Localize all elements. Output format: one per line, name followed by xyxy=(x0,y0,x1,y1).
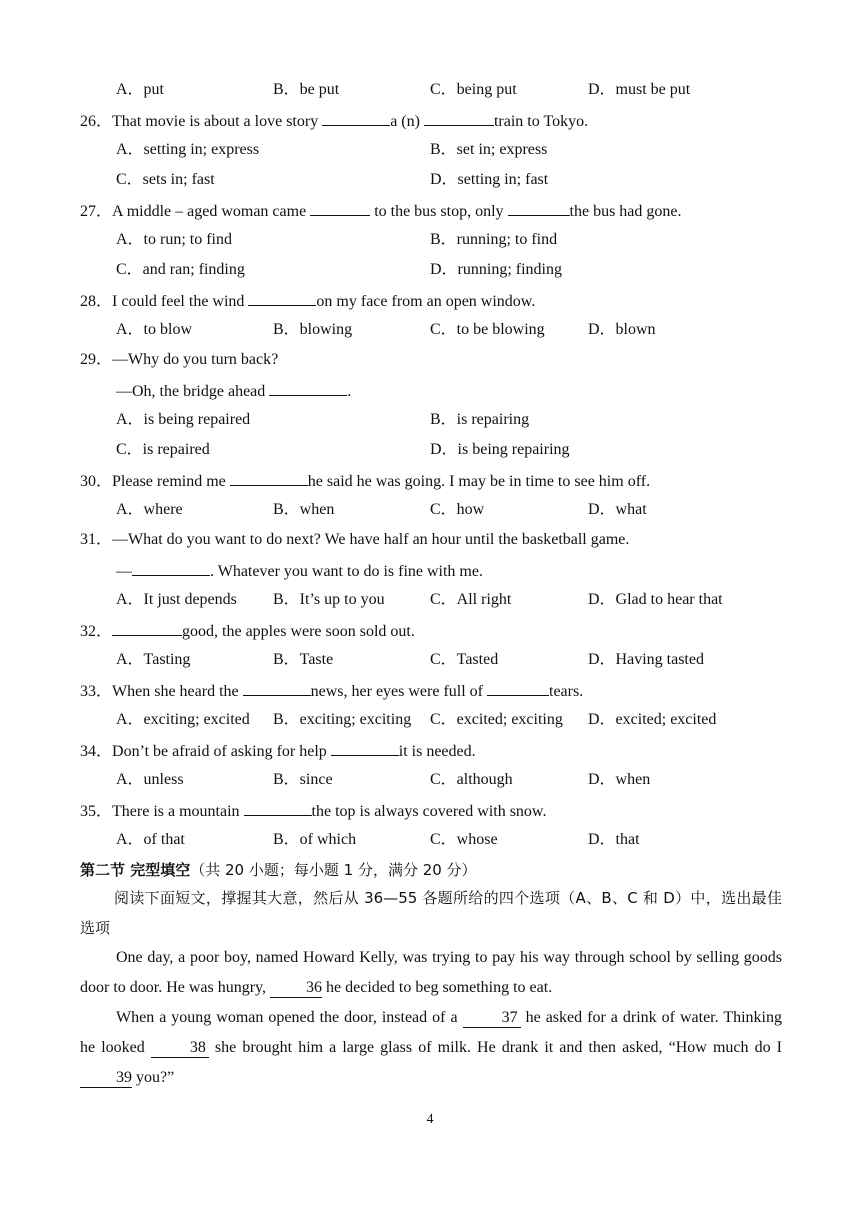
passage-text: he asked for a drink of water. Thinking he looked xyxy=(80,1009,783,1056)
question-text: the top is always covered with snow. xyxy=(311,803,547,820)
question-text: That movie is about a love story xyxy=(112,113,323,130)
question-29-reply xyxy=(116,379,351,401)
answer-blank xyxy=(244,799,312,816)
q26-option-c: C．sets in; fast xyxy=(116,171,215,188)
q26-option-a: A．setting in; express xyxy=(116,141,260,158)
q26-option-d: D．setting in; fast xyxy=(430,171,549,188)
question-text: Don’t be afraid of asking for help xyxy=(112,743,331,760)
question-number: 31． xyxy=(80,531,113,548)
answer-blank xyxy=(112,619,182,636)
cloze-blank-38: 38 xyxy=(151,1039,209,1058)
question-text: news, her eyes were full of xyxy=(310,683,487,700)
q33-option-b: B．exciting; exciting xyxy=(273,711,412,728)
question-31 xyxy=(80,529,629,551)
q33-option-a: A．exciting; excited xyxy=(116,711,250,728)
passage-text: he decided to beg something to eat. xyxy=(322,979,553,996)
question-number: 35． xyxy=(80,803,113,820)
question-text: I could feel the wind xyxy=(112,293,249,310)
question-32 xyxy=(80,619,415,641)
question-text: he said he was going. I may be in time to see him off. xyxy=(307,473,651,490)
question-text: Please remind me xyxy=(112,473,230,490)
question-number: 28． xyxy=(80,293,113,310)
question-text: it is needed. xyxy=(398,743,476,760)
question-33 xyxy=(80,679,583,701)
section-scoring: （共 20 小题；每小题 1 分，满分 20 分） xyxy=(190,861,477,879)
answer-blank xyxy=(310,199,370,216)
question-text: — xyxy=(116,563,132,580)
answer-blank xyxy=(243,679,311,696)
q34-option-a: A．unless xyxy=(116,771,184,788)
answer-blank xyxy=(248,289,316,306)
section-heading xyxy=(80,859,477,881)
question-number: 26． xyxy=(80,113,113,130)
question-27 xyxy=(80,199,682,221)
q35-option-b: B．of which xyxy=(273,831,357,848)
q35-option-a: A．of that xyxy=(116,831,185,848)
q35-option-c: C．whose xyxy=(430,831,498,848)
q28-option-d: D．blown xyxy=(588,321,656,338)
passage-text: she brought him a large glass of milk. He drank it and then asked, “How much do I xyxy=(208,1039,782,1056)
question-text: —Why do you turn back? xyxy=(112,351,279,368)
answer-blank xyxy=(487,679,549,696)
answer-blank xyxy=(424,109,494,126)
q25-option-d: D．must be put xyxy=(588,81,691,98)
passage-text: When a young woman opened the door, instead of a xyxy=(116,1009,463,1026)
question-34 xyxy=(80,739,476,761)
question-text: a (n) xyxy=(390,113,424,130)
passage-paragraph-2 xyxy=(80,1003,782,1093)
instructions: 阅读下面短文，撑握其大意，然后从 36—55 各题所给的四个选项（A、B、C 和 D）中，选出最佳选项 xyxy=(80,889,782,937)
q33-option-d: D．excited; excited xyxy=(588,711,717,728)
q27-option-a: A．to run; to find xyxy=(116,231,232,248)
question-text: the bus had gone. xyxy=(569,203,682,220)
q25-option-a: A．put xyxy=(116,81,165,98)
q29-option-b: B．is repairing xyxy=(430,411,530,428)
question-number: 29． xyxy=(80,351,113,368)
question-number: 33． xyxy=(80,683,113,700)
question-29 xyxy=(80,349,278,371)
passage-paragraph-1 xyxy=(80,943,782,1003)
q30-option-b: B．when xyxy=(273,501,335,518)
answer-blank xyxy=(230,469,308,486)
question-text: good, the apples were soon sold out. xyxy=(182,623,415,640)
question-number: 27． xyxy=(80,203,113,220)
question-28 xyxy=(80,289,535,311)
q28-option-c: C．to be blowing xyxy=(430,321,545,338)
q32-option-d: D．Having tasted xyxy=(588,651,704,668)
q29-option-a: A．is being repaired xyxy=(116,411,251,428)
question-text: on my face from an open window. xyxy=(316,293,536,310)
section-title: 第二节 完型填空 xyxy=(80,861,191,879)
question-text: —Oh, the bridge ahead xyxy=(116,383,270,400)
q31-option-d: D．Glad to hear that xyxy=(588,591,723,608)
q29-option-d: D．is being repairing xyxy=(430,441,570,458)
q25-option-b: B．be put xyxy=(273,81,340,98)
q35-option-d: D．that xyxy=(588,831,640,848)
q34-option-d: D．when xyxy=(588,771,651,788)
q32-option-c: C．Tasted xyxy=(430,651,499,668)
question-number: 30． xyxy=(80,473,113,490)
q27-option-b: B．running; to find xyxy=(430,231,558,248)
q31-option-a: A．It just depends xyxy=(116,591,237,608)
question-35 xyxy=(80,799,546,821)
cloze-blank-39: 39 xyxy=(80,1069,132,1088)
question-number: 32． xyxy=(80,623,113,640)
q34-option-c: C．although xyxy=(430,771,513,788)
answer-blank xyxy=(269,379,347,396)
answer-blank xyxy=(508,199,570,216)
question-text: When she heard the xyxy=(112,683,243,700)
passage-text: One day, a poor boy, named Howard Kelly, was trying to pay his way through school by selling goods door to door. He was hungry, xyxy=(80,949,782,996)
cloze-blank-36: 36 xyxy=(270,979,322,998)
question-text: —What do you want to do next? We have half an hour until the basketball game. xyxy=(112,531,630,548)
q30-option-a: A．where xyxy=(116,501,183,518)
q30-option-d: D．what xyxy=(588,501,647,518)
question-text: There is a mountain xyxy=(112,803,244,820)
answer-blank xyxy=(322,109,390,126)
question-31-reply xyxy=(116,559,483,581)
question-text: to the bus stop, only xyxy=(370,203,508,220)
q33-option-c: C．excited; exciting xyxy=(430,711,563,728)
question-number: 34． xyxy=(80,743,113,760)
q31-option-b: B．It’s up to you xyxy=(273,591,385,608)
question-text: tears. xyxy=(549,683,584,700)
q32-option-b: B．Taste xyxy=(273,651,334,668)
q30-option-c: C．how xyxy=(430,501,485,518)
cloze-blank-37: 37 xyxy=(463,1009,521,1028)
q27-option-d: D．running; finding xyxy=(430,261,562,278)
q27-option-c: C．and ran; finding xyxy=(116,261,245,278)
q26-option-b: B．set in; express xyxy=(430,141,548,158)
question-26 xyxy=(80,109,588,131)
question-text: . Whatever you want to do is fine with me. xyxy=(210,563,483,580)
answer-blank xyxy=(132,559,210,576)
question-text: A middle – aged woman came xyxy=(112,203,311,220)
q28-option-b: B．blowing xyxy=(273,321,353,338)
answer-blank xyxy=(331,739,399,756)
question-text: train to Tokyo. xyxy=(493,113,589,130)
q29-option-c: C．is repaired xyxy=(116,441,210,458)
question-text: . xyxy=(347,383,352,400)
q34-option-b: B．since xyxy=(273,771,333,788)
passage-text: you?” xyxy=(132,1069,175,1086)
page-number: 4 xyxy=(426,1112,434,1127)
q28-option-a: A．to blow xyxy=(116,321,193,338)
q31-option-c: C．All right xyxy=(430,591,512,608)
question-30 xyxy=(80,469,650,491)
q32-option-a: A．Tasting xyxy=(116,651,191,668)
q25-option-c: C．being put xyxy=(430,81,517,98)
